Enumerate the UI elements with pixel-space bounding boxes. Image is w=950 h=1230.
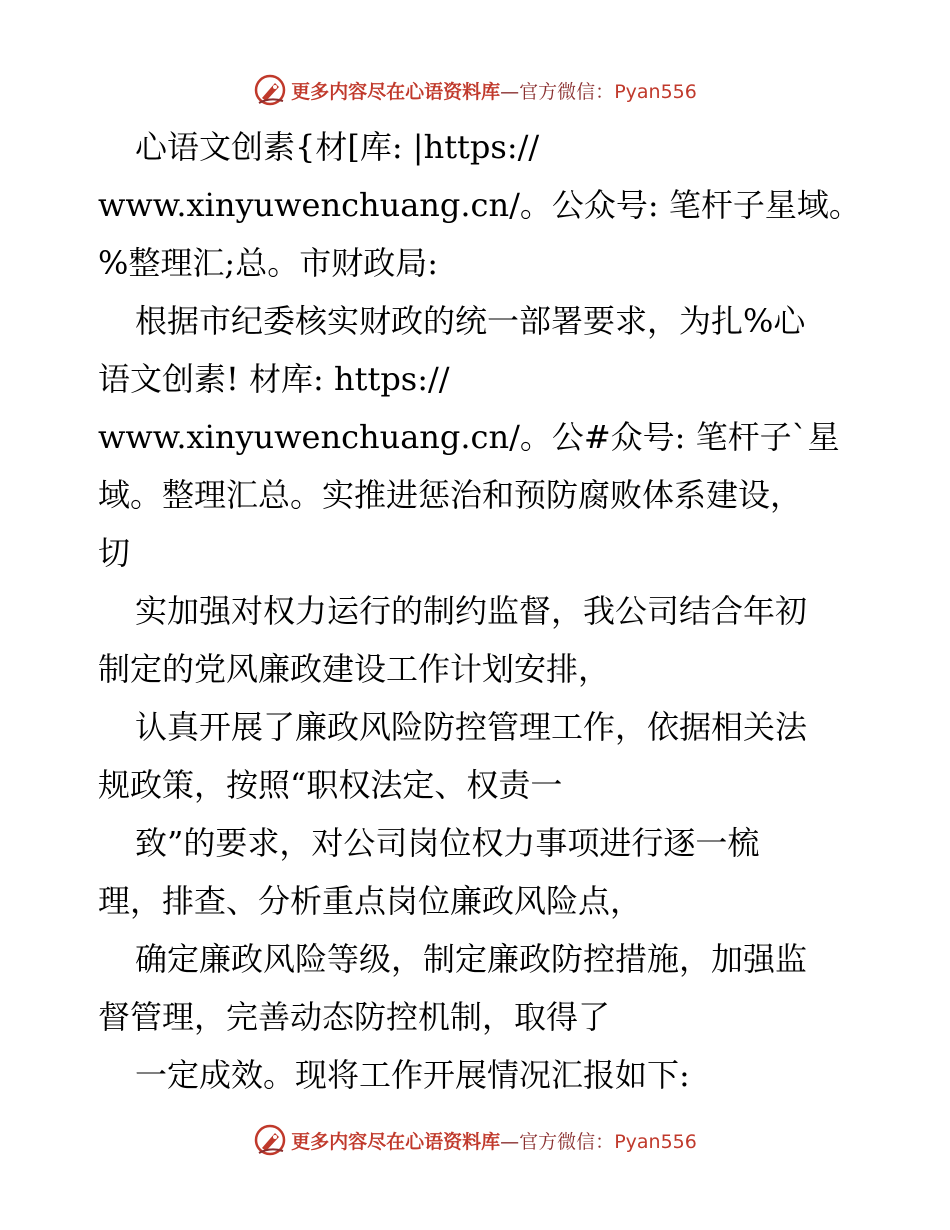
footer-banner-text xyxy=(291,1127,697,1154)
text-line: 致”的要求，对公司岗位权力事项进行逐一梳 xyxy=(135,824,760,862)
header-banner-sub: —官方微信： xyxy=(500,80,615,103)
text-line: 切 xyxy=(98,534,131,572)
footer-banner-main: 更多内容尽在心语资料库 xyxy=(291,1130,501,1153)
footer-banner xyxy=(0,1120,950,1160)
text-line: 域。整理汇总。实推进惩治和预防腐败体系建设， xyxy=(98,476,803,514)
footer-banner-id: Pyan556 xyxy=(614,1130,697,1153)
footer-banner-sub: —官方微信： xyxy=(500,1130,615,1153)
header-banner-text xyxy=(291,77,697,104)
text-line: 规政策，按照“职权法定、权责一 xyxy=(98,766,563,804)
text-line: 督管理，完善动态防控机制，取得了 xyxy=(98,998,611,1036)
text-line: 认真开展了廉政风险防控管理工作，依据相关法 xyxy=(135,708,808,746)
header-banner-main: 更多内容尽在心语资料库 xyxy=(291,80,501,103)
text-line: 心语文创素{材[库: |https:// xyxy=(135,128,540,166)
text-line: %整理汇;总。市财政局: xyxy=(98,244,438,282)
text-line: www.xinyuwenchuang.cn/。公众号: 笔杆子星域。 xyxy=(98,186,861,224)
pen-nib-logo-icon xyxy=(253,1123,287,1157)
text-line: 确定廉政风险等级，制定廉政防控措施，加强监 xyxy=(135,940,808,978)
text-line: 一定成效。现将工作开展情况汇报如下: xyxy=(135,1056,690,1094)
pen-nib-logo-icon xyxy=(253,73,287,107)
text-line: 语文创素! 材库: https:// xyxy=(98,360,450,398)
text-line: 根据市纪委核实财政的统一部署要求，为扎%心 xyxy=(135,302,806,340)
text-line: 实加强对权力运行的制约监督，我公司结合年初 xyxy=(135,592,808,630)
document-body xyxy=(98,118,868,1104)
header-banner-id: Pyan556 xyxy=(614,80,697,103)
text-line: 制定的党风廉政建设工作计划安排， xyxy=(98,650,611,688)
text-line: 理，排查、分析重点岗位廉政风险点， xyxy=(98,882,643,920)
text-line: www.xinyuwenchuang.cn/。公#众号: 笔杆子`星 xyxy=(98,418,840,456)
header-banner xyxy=(0,70,950,110)
